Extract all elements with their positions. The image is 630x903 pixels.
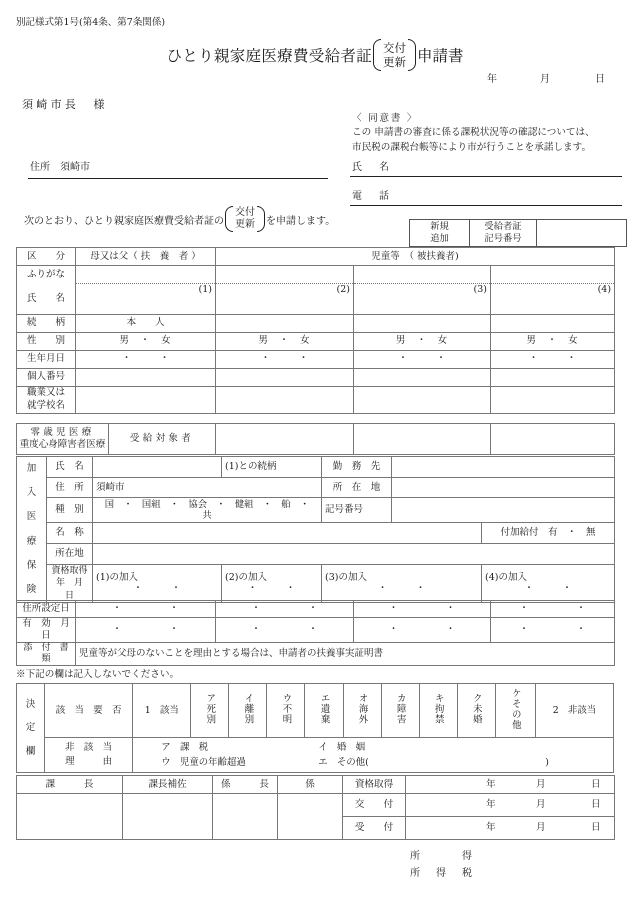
input-address-set-date-2[interactable]: ・ ・ xyxy=(216,601,354,618)
approval-row-kofu xyxy=(17,794,615,817)
date-uketsuke-year: 年 xyxy=(486,822,496,834)
label-relation-to-1: (1)との続柄 xyxy=(222,457,322,478)
input-insurer-name[interactable] xyxy=(93,523,482,544)
label-shokugyo-line-2: 就学校名 xyxy=(26,399,65,411)
label-kofu: 交 付 xyxy=(343,794,406,817)
input-kojinbango-2[interactable] xyxy=(216,368,354,386)
option-reason-a-shibetsu[interactable] xyxy=(191,684,229,738)
label-kanyu-1: 加 xyxy=(26,463,37,474)
input-shimei-2[interactable]: (2) xyxy=(216,284,354,315)
addressee-mayor: 須崎市長 様 xyxy=(22,98,108,111)
label-reason-line-2: 理 由 xyxy=(65,756,113,767)
input-reisai-2[interactable] xyxy=(216,424,354,455)
label-shimei: 氏 名 xyxy=(17,284,76,315)
label-non-applicable-reason xyxy=(45,738,133,773)
label-kanyu-2: 入 xyxy=(26,487,37,499)
date-uketsuke-day: 日 xyxy=(591,822,601,834)
value-zokugara-1: 本 人 xyxy=(76,314,216,332)
label-reisai-line-1: 零歳児医療 xyxy=(30,426,95,438)
input-address-set-date-4[interactable]: ・ ・ xyxy=(491,601,615,618)
table-row-seibetsu xyxy=(17,332,615,350)
text-attachment: 児童等が父母のないことを理由とする場合は、申請者の扶養事実証明書 xyxy=(76,642,615,666)
insurance-row-acquire-date xyxy=(17,564,615,603)
date-kofu[interactable] xyxy=(406,794,615,817)
header-children: 児童等 （ 被扶養者) xyxy=(216,248,615,266)
option-reason-ke-text: ケその他 xyxy=(509,687,521,730)
applicant-name-input-line[interactable] xyxy=(350,176,622,177)
label-reason-line-1: 非 該 当 xyxy=(65,742,113,754)
table-row-kojinbango xyxy=(17,368,615,386)
input-kojinbango-4[interactable] xyxy=(491,368,615,386)
label-insured-address: 住 所 xyxy=(47,477,93,498)
income-block xyxy=(410,848,475,882)
reason-options-cell xyxy=(133,738,614,773)
input-address-set-date-3[interactable]: ・ ・ xyxy=(354,601,491,618)
label-insurance-vertical xyxy=(17,457,47,603)
title-brace-kofu-koshin xyxy=(373,38,416,72)
date-kofu-month: 月 xyxy=(536,799,546,811)
label-applicability: 該 当 要 否 xyxy=(45,684,133,738)
label-insured-name: 氏 名 xyxy=(47,457,93,478)
insurance-row-type xyxy=(17,498,615,523)
reason-option-e-close: ) xyxy=(545,757,549,768)
label-workplace: 勤 務 先 xyxy=(322,457,392,478)
label-insurer-name: 名 称 xyxy=(47,523,93,544)
option-reason-ku-mikon[interactable] xyxy=(457,684,495,738)
option-reason-ka-text: カ障害 xyxy=(394,692,406,725)
input-zokugara-4[interactable] xyxy=(491,314,615,332)
option-reason-e-text: エ遺棄 xyxy=(318,692,330,725)
option-applicable[interactable]: 1 該当 xyxy=(133,684,191,738)
label-kettei-1: 決 xyxy=(25,698,36,710)
statement-brace-kofu-koshin xyxy=(225,205,265,233)
stamp-kacho-hosa[interactable] xyxy=(123,794,213,840)
input-shimei-4[interactable]: (4) xyxy=(491,284,615,315)
option-reason-ka-shogai[interactable] xyxy=(381,684,419,738)
label-kigo-bango: 記号番号 xyxy=(484,233,522,245)
input-workplace[interactable] xyxy=(392,457,615,478)
date-uketsuke[interactable] xyxy=(406,817,615,840)
applicant-address-label: 住所 須崎市 xyxy=(30,162,90,173)
insurance-row-address xyxy=(17,477,615,498)
reason-option-a[interactable]: ア 課 税 xyxy=(161,742,209,753)
decision-row-applicability xyxy=(17,684,614,738)
label-decision-vertical xyxy=(17,684,45,773)
label-kubun: 区 分 xyxy=(17,248,76,266)
consent-title: 〈 同意書 〉 xyxy=(352,113,419,124)
label-insurance-type: 種 別 xyxy=(47,498,93,523)
acquire-cell-4[interactable] xyxy=(482,564,615,603)
option-reason-o-kaigai[interactable] xyxy=(343,684,381,738)
acquire-col-dots-4: ・ ・ xyxy=(524,583,572,595)
label-jukyu-taishosha: 受給対象者 xyxy=(109,424,216,455)
insurance-row-insurer-location xyxy=(17,543,615,564)
title-brace-option-kofu: 交付 xyxy=(383,40,406,55)
table-row-valid-date xyxy=(17,618,615,643)
reason-option-i[interactable]: イ 婚 姻 xyxy=(318,742,366,753)
table-row-shokugyo xyxy=(17,386,615,413)
input-furigana-4[interactable] xyxy=(491,266,615,284)
option-reason-ki-kokin[interactable] xyxy=(419,684,457,738)
acquire-col-dots-1: ・ ・ xyxy=(133,583,181,595)
date-kofu-day: 日 xyxy=(591,799,601,811)
input-shokugyo-3[interactable] xyxy=(354,386,491,413)
option-reason-i-text: イ離別 xyxy=(242,692,254,725)
option-not-applicable[interactable]: 2 非該当 xyxy=(535,684,613,738)
label-address-set-date: 住所設定日 xyxy=(17,601,76,618)
consent-line-1: この 申請書の審査に係る課税状況等の確認については、 xyxy=(352,127,595,139)
label-shotokuzei: 所 得 税 xyxy=(410,868,475,879)
decision-table xyxy=(16,683,614,773)
label-kakaricho: 係 長 xyxy=(213,776,278,794)
acquire-col-label-2: (2)の加入 xyxy=(225,571,267,583)
option-reason-ke-sonota[interactable] xyxy=(495,684,535,738)
cell-jukyushasho-number-input[interactable] xyxy=(537,220,627,247)
approval-table xyxy=(16,775,615,840)
label-seinengappi: 生年月日 xyxy=(17,350,76,368)
date-month-label: 月 xyxy=(540,74,550,85)
applicant-tel-label: 電 話 xyxy=(352,191,393,202)
input-birthdate-1[interactable]: ・ ・ xyxy=(76,350,216,368)
label-seibetsu: 性 別 xyxy=(17,332,76,350)
decision-row-reason xyxy=(17,738,614,773)
date-uketsuke-month: 月 xyxy=(536,822,546,834)
label-attachment: 添 付 書 類 xyxy=(17,642,76,666)
input-zokugara-3[interactable] xyxy=(354,314,491,332)
label-workplace-location: 所 在 地 xyxy=(322,477,392,498)
applicant-name-label: 氏 名 xyxy=(352,162,393,173)
input-valid-date-2[interactable]: ・ ・ xyxy=(216,618,354,643)
label-uketsuke: 受 付 xyxy=(343,817,406,840)
input-kojinbango-1[interactable] xyxy=(76,368,216,386)
table-row-zokugara xyxy=(17,314,615,332)
input-insured-address[interactable]: 須崎市 xyxy=(93,477,322,498)
table-row-shimei xyxy=(17,284,615,315)
table-row-kubun xyxy=(17,248,615,266)
label-kettei-3: 欄 xyxy=(25,745,36,757)
table-row-seinengappi xyxy=(17,350,615,368)
insurance-row-insurer-name xyxy=(17,523,615,544)
option-gender-1[interactable]: 男 ・ 女 xyxy=(76,332,216,350)
label-zokugara: 続 柄 xyxy=(17,314,76,332)
input-valid-date-3[interactable]: ・ ・ xyxy=(354,618,491,643)
input-kojinbango-3[interactable] xyxy=(354,368,491,386)
stamp-kakaricho[interactable] xyxy=(213,794,278,840)
acquire-col-label-1: (1)の加入 xyxy=(96,571,138,583)
input-shokugyo-1[interactable] xyxy=(76,386,216,413)
date-shikaku-month: 月 xyxy=(536,778,546,790)
label-insurer-location: 所在地 xyxy=(47,543,93,564)
label-kacho-hosa: 課長補佐 xyxy=(123,776,213,794)
input-reisai-4[interactable] xyxy=(491,424,615,455)
option-gender-3[interactable]: 男 ・ 女 xyxy=(354,332,491,350)
label-acquire-line-2: 年 月 日 xyxy=(55,578,93,601)
input-shimei-1[interactable]: (1) xyxy=(76,284,216,315)
label-reisai-line-2: 重度心身障害者医療 xyxy=(19,439,106,450)
applicant-tel-input-line[interactable] xyxy=(350,205,622,206)
reisai-row-table xyxy=(16,423,615,455)
option-insurance-type[interactable]: 国 ・ 国組 ・ 協会 ・ 健組 ・ 船 ・ 共 xyxy=(93,498,322,523)
acquire-col-dots-2: ・ ・ xyxy=(247,583,296,595)
label-kakari: 係 xyxy=(278,776,343,794)
acquire-col-label-4: (4)の加入 xyxy=(485,571,527,583)
option-reason-ku-text: ク未婚 xyxy=(470,692,482,725)
date-shikaku-shutoku[interactable] xyxy=(406,776,615,794)
input-birthdate-3[interactable]: ・ ・ xyxy=(354,350,491,368)
label-symbol-number: 記号番号 xyxy=(322,498,392,523)
reason-option-e[interactable]: エ その他( xyxy=(318,757,369,768)
label-shikaku-shutoku: 資格取得 xyxy=(343,776,406,794)
option-reason-i-ribetsu[interactable] xyxy=(229,684,267,738)
stamp-kakari[interactable] xyxy=(278,794,343,840)
acquire-col-dots-3: ・ ・ xyxy=(377,583,426,595)
form-code: 別記様式第1号(第4条、第7条関係) xyxy=(16,17,166,28)
acquire-col-label-3: (3)の加入 xyxy=(325,571,367,583)
date-year-label: 年 xyxy=(487,74,497,85)
acquire-cell-1[interactable] xyxy=(93,564,222,603)
option-extra-benefit[interactable]: 付加給付 有 ・ 無 xyxy=(482,523,615,544)
option-reason-u-text: ウ不明 xyxy=(280,692,292,725)
cell-shinki-tsuika[interactable] xyxy=(410,220,470,247)
input-insured-name[interactable] xyxy=(93,457,222,478)
label-kanyu-5: 保 xyxy=(26,559,37,571)
option-reason-ki-text: キ拘禁 xyxy=(432,692,444,725)
person-table xyxy=(16,247,615,414)
label-kojinbango: 個人番号 xyxy=(17,368,76,386)
label-kettei-2: 定 xyxy=(25,722,36,734)
label-shotoku: 所 得 xyxy=(410,851,475,862)
option-gender-4[interactable]: 男 ・ 女 xyxy=(491,332,615,350)
applicant-address-input-line[interactable] xyxy=(28,178,328,179)
label-furigana: ふりがな xyxy=(17,266,76,284)
date-kofu-year: 年 xyxy=(486,799,496,811)
date-shikaku-day: 日 xyxy=(591,778,601,790)
label-reisai-jukyu xyxy=(17,424,109,455)
statement-prefix: 次のとおり、ひとり親家庭医療費受給者証の xyxy=(24,215,224,227)
stamp-kacho[interactable] xyxy=(17,794,123,840)
label-kacho: 課 長 xyxy=(17,776,123,794)
input-valid-date-1[interactable]: ・ ・ xyxy=(76,618,216,643)
statement-suffix: を申請します。 xyxy=(266,215,336,227)
input-reisai-3[interactable] xyxy=(354,424,491,455)
form-title xyxy=(0,38,630,72)
input-workplace-location[interactable] xyxy=(392,477,615,498)
option-reason-e-iki[interactable] xyxy=(305,684,343,738)
input-furigana-3[interactable] xyxy=(354,266,491,284)
label-kanyu-3: 医 xyxy=(26,511,37,523)
option-gender-2[interactable]: 男 ・ 女 xyxy=(216,332,354,350)
date-day-label: 日 xyxy=(595,74,605,85)
statement-option-kofu: 交付 xyxy=(235,206,255,218)
reason-option-u[interactable]: ウ 児童の年齢超過 xyxy=(161,757,246,768)
label-tsuika: 追加 xyxy=(430,233,449,245)
application-statement xyxy=(24,205,335,233)
form-title-main: ひとり親家庭医療費受給者証 xyxy=(166,47,372,65)
label-shokugyo-line-1: 職業又は xyxy=(26,387,65,399)
header-parent: 母又は父（ 扶 養 者 ） xyxy=(76,248,216,266)
input-symbol-number[interactable] xyxy=(392,498,615,523)
option-reason-a-text: ア死別 xyxy=(204,692,216,725)
table-row-address-set-date xyxy=(17,601,615,618)
label-jukyushasho: 受給者証 xyxy=(484,221,522,232)
input-zokugara-2[interactable] xyxy=(216,314,354,332)
table-row-reisai xyxy=(17,424,615,455)
label-shokugyo xyxy=(17,386,76,413)
input-shimei-3[interactable]: (3) xyxy=(354,284,491,315)
input-birthdate-2[interactable]: ・ ・ xyxy=(216,350,354,368)
input-shokugyo-2[interactable] xyxy=(216,386,354,413)
label-shinki: 新規 xyxy=(430,221,449,232)
label-kanyu-6: 険 xyxy=(26,584,37,596)
table-row-attachment xyxy=(17,642,615,666)
notice-do-not-write: ※下記の欄は記入しないでください。 xyxy=(16,669,180,680)
form-title-tail: 申請書 xyxy=(417,47,464,65)
input-address-set-date-1[interactable]: ・ ・ xyxy=(76,601,216,618)
acquire-cell-3[interactable] xyxy=(322,564,482,603)
consent-block xyxy=(352,112,622,155)
acquire-cell-2[interactable] xyxy=(222,564,322,603)
insurance-row-name xyxy=(17,457,615,478)
input-valid-date-4[interactable]: ・ ・ xyxy=(491,618,615,643)
date-shikaku-year: 年 xyxy=(486,778,496,790)
table-row-furigana xyxy=(17,266,615,284)
input-birthdate-4[interactable]: ・ ・ xyxy=(491,350,615,368)
option-reason-u-fumei[interactable] xyxy=(267,684,305,738)
input-furigana-1[interactable] xyxy=(76,266,216,284)
cell-jukyushasho-kigo-bango-label xyxy=(470,220,537,247)
input-furigana-2[interactable] xyxy=(216,266,354,284)
label-kanyu-4: 療 xyxy=(26,535,37,547)
title-brace-option-koshin: 更新 xyxy=(383,55,406,69)
registration-type-table xyxy=(409,219,627,247)
label-acquire-date xyxy=(47,564,93,603)
label-valid-date: 有 効 月 日 xyxy=(17,618,76,643)
label-acquire-line-1: 資格取得 xyxy=(51,566,88,577)
input-insurer-location[interactable] xyxy=(93,543,615,564)
option-reason-o-text: オ海外 xyxy=(356,692,368,725)
consent-line-2: 市民税の課税台帳等により市が行うことを承諾します。 xyxy=(352,141,592,153)
dates-attachment-table xyxy=(16,600,615,666)
approval-row-headers xyxy=(17,776,615,794)
input-shokugyo-4[interactable] xyxy=(491,386,615,413)
insurance-table xyxy=(16,456,615,603)
statement-option-koshin: 更新 xyxy=(235,219,255,230)
